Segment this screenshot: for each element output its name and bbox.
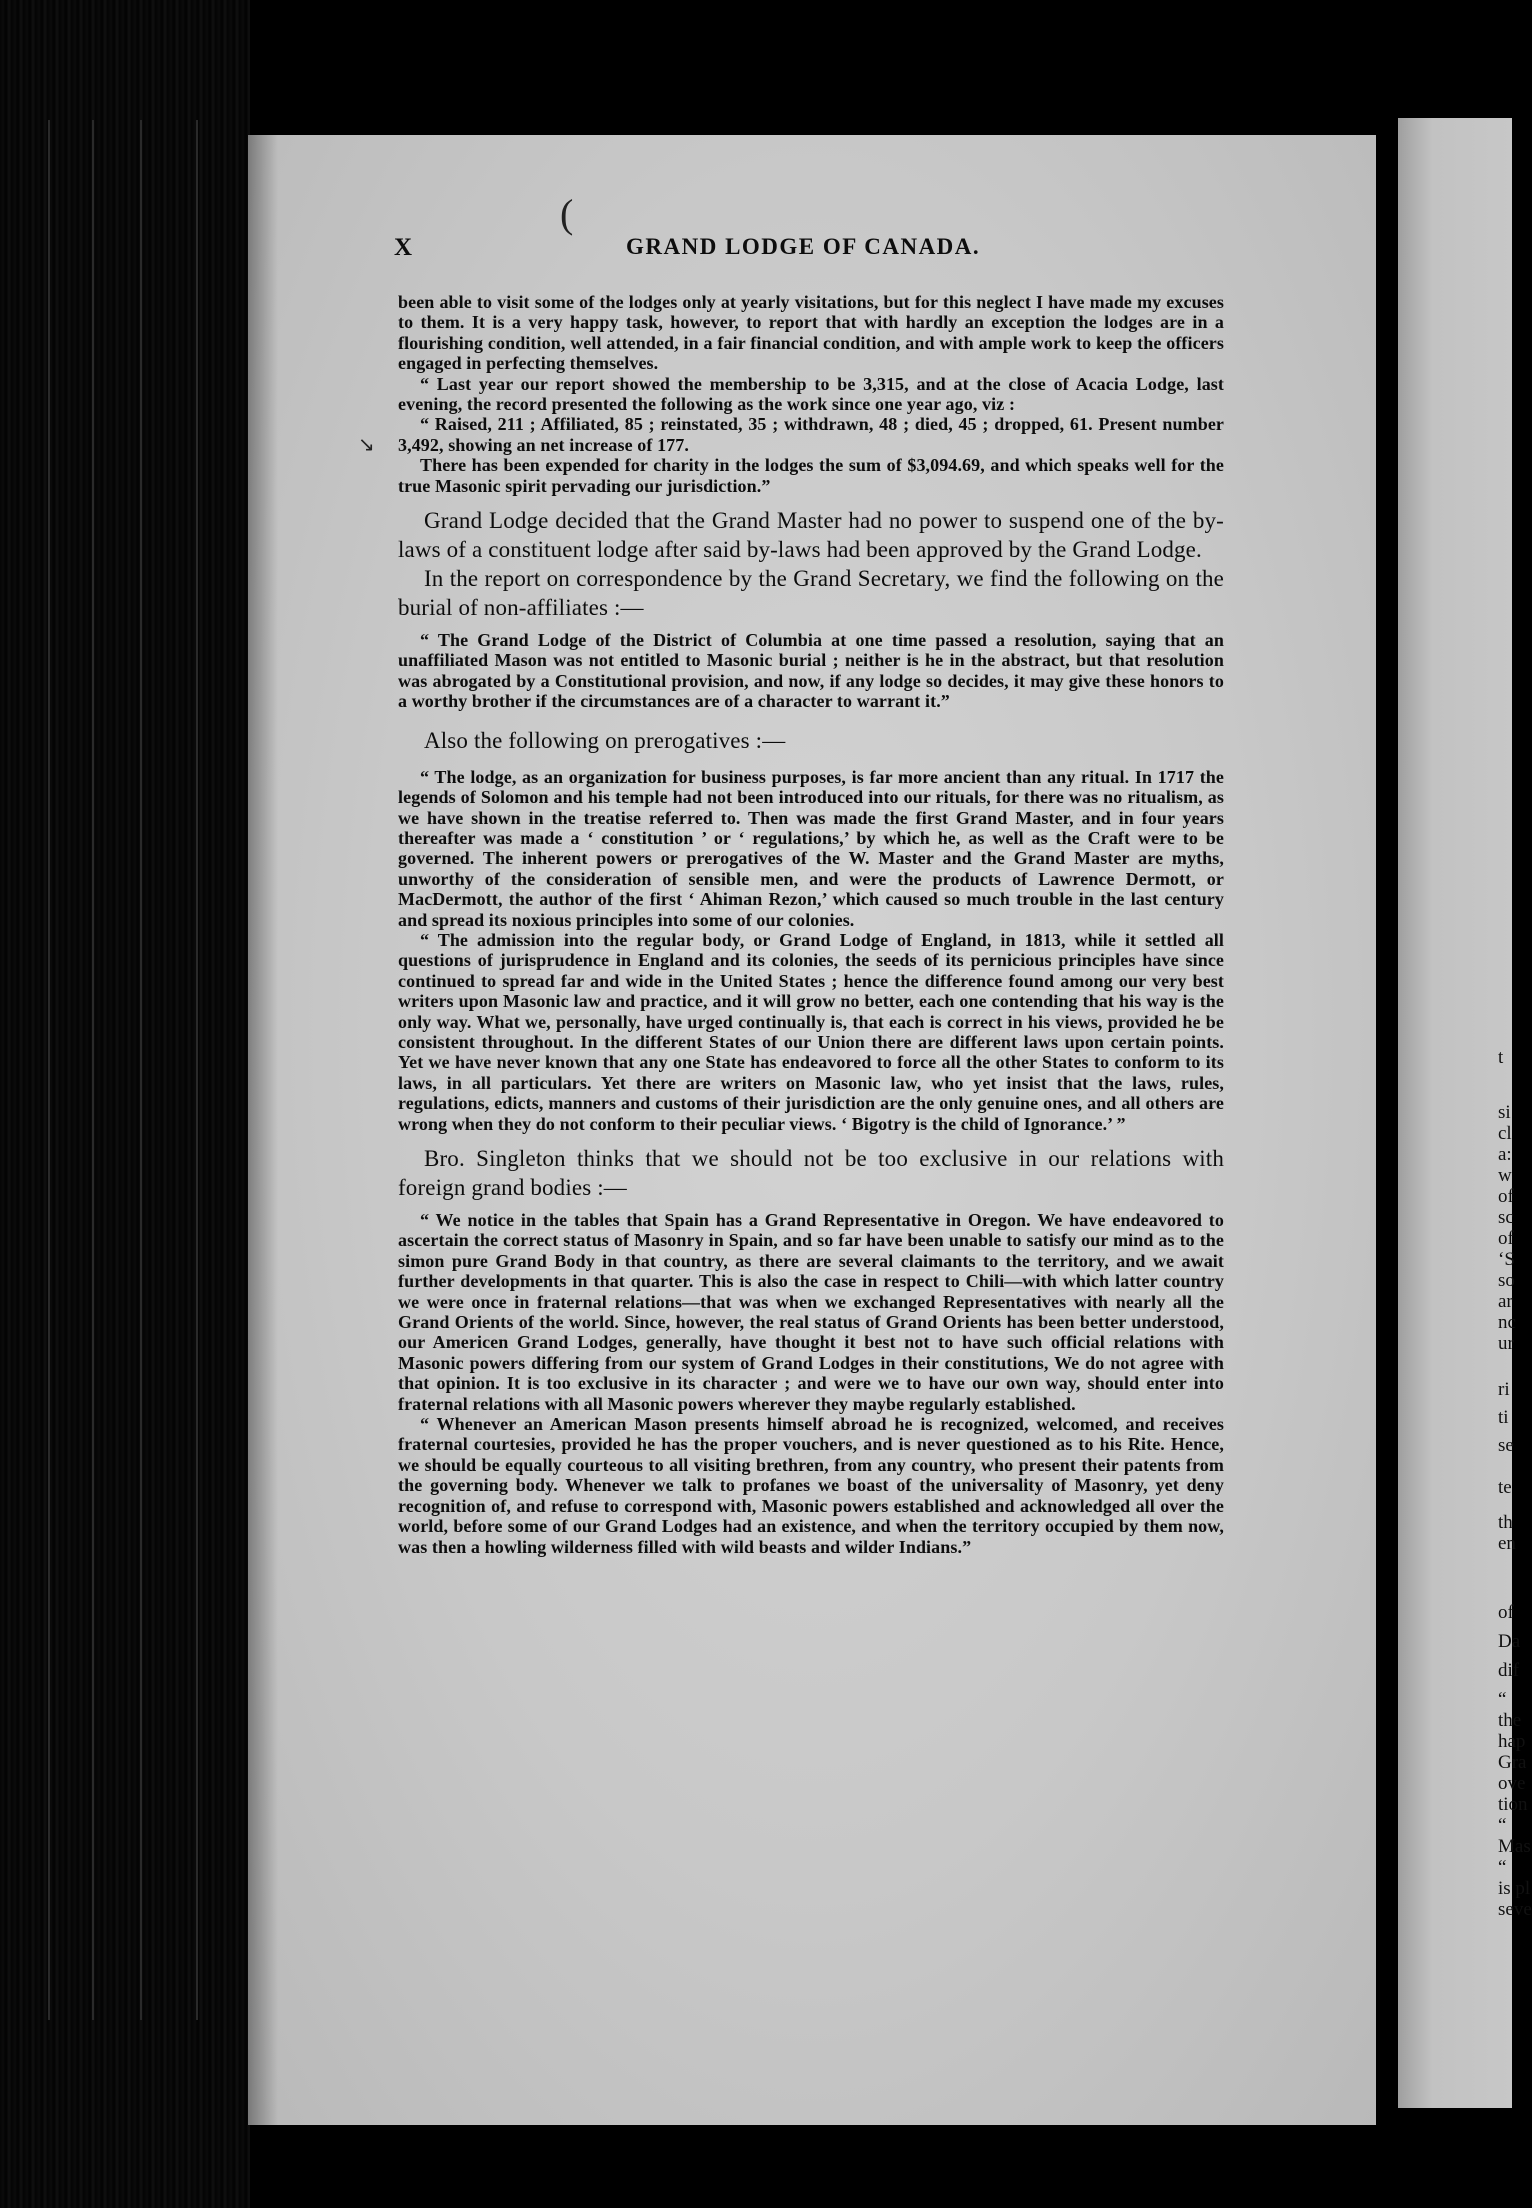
adjacent-fragment: a: (1498, 1144, 1512, 1165)
quote-block (398, 630, 1224, 712)
page-gutter-shadow (248, 135, 278, 2125)
adjacent-fragment: ‘S (1498, 1249, 1515, 1270)
film-streak (92, 120, 94, 2020)
adjacent-fragment: ove (1498, 1773, 1526, 1794)
adjacent-fragment: sc (1498, 1207, 1514, 1228)
adjacent-fragment: th (1498, 1512, 1513, 1533)
adjacent-fragment: Da (1498, 1631, 1521, 1652)
adjacent-fragment: cl (1498, 1123, 1512, 1144)
page-gap (1376, 0, 1398, 2208)
pencil-mark: ( (560, 191, 574, 236)
adjacent-fragment: hap (1498, 1731, 1526, 1752)
adjacent-fragment: seve (1498, 1899, 1532, 1920)
adjacent-fragment: w (1498, 1165, 1512, 1186)
paragraph: There has been expended for charity in the lodges the sum of $3,094.69, and which speaks well for the true Masonic spirit pervading our jurisdiction.” (398, 455, 1224, 496)
film-left-margin (0, 0, 250, 2208)
adjacent-fragment: te (1498, 1477, 1512, 1498)
paragraph: “ Raised, 211 ; Affiliated, 85 ; reinstated, 35 ; withdrawn, 48 ; died, 45 ; dropped, 61. Present number 3,492, showing an net increase of 177. (398, 414, 1224, 455)
paragraph: In the report on correspondence by the Grand Secretary, we find the following on the burial of non-affiliates :— (398, 566, 1224, 621)
adjacent-fragment: ti (1498, 1407, 1509, 1428)
adjacent-fragment: nc (1498, 1312, 1516, 1333)
adjacent-fragment: si (1498, 1102, 1511, 1123)
adjacent-fragment: ar (1498, 1291, 1513, 1312)
adjacent-fragment: se (1498, 1435, 1514, 1456)
film-streak (140, 120, 142, 2020)
running-head (394, 230, 1224, 270)
quote-block (398, 292, 1224, 496)
paragraph: Bro. Singleton thinks that we should not be too exclusive in our relations with foreign grand bodies :— (398, 1146, 1224, 1200)
running-title: GRAND LODGE OF CANADA. (626, 234, 981, 259)
adjacent-fragment: en (1498, 1533, 1516, 1554)
adjacent-fragment: t (1498, 1047, 1504, 1068)
adjacent-fragment: of (1498, 1602, 1514, 1623)
film-streak (196, 120, 198, 2020)
adjacent-fragment: Gra (1498, 1752, 1527, 1773)
adjacent-fragment: Mas (1498, 1836, 1531, 1857)
adjacent-fragment: so (1498, 1270, 1515, 1291)
adjacent-fragment: tion (1498, 1794, 1528, 1815)
paragraph: “ The lodge, as an organization for business purposes, is far more ancient than any ritual. In 1717 the legends of Solomon and his temple had not been introduced into our rituals, for there was no ritualism, as we have shown in the treatise referred to. Then was made the first Grand Master, and in four years thereafter was made a ‘ constitution ’ or ‘ regulations,’ by which he, as well as the Craft were to be governed. The inherent powers or prerogatives of the W. Master and the Grand Master are myths, unworthy of the consideration of sensible men, and were the products of Lawrence Dermott, or MacDermott, the author of the first ‘ Ahiman Rezon,’ which caused so much trouble in the last century and spread its noxious principles into some of our colonies. (398, 766, 1224, 930)
adjacent-fragment: of (1498, 1186, 1514, 1207)
quote-block (398, 1210, 1224, 1557)
paragraph: been able to visit some of the lodges only at yearly visitations, but for this neglect I have made my excuses to them. It is a very happy task, however, to report that with hardly an exception the lodges are in a flourishing condition, well attended, in a fair financial condition, and with ample work to keep the officers engaged in perfecting themselves. (398, 292, 1224, 374)
paragraph: “ The admission into the regular body, or Grand Lodge of England, in 1813, while it settled all questions of jurisprudence in England and its colonies, the seeds of its pernicious principles have since continued to spread far and wide in the United States ; hence the difference found among our very best writers upon Masonic law and practice, and it will grow no better, each one contending that his way is the only way. What we, personally, have urged continually is, that each is correct in his views, provided he be consistent throughout. In the different States of our Union there are different laws upon certain points. Yet we have never known that any one State has endeavored to force all the other States to conform to its laws, in all particulars. Yet there are writers on Masonic law, who yet insist that the laws, rules, regulations, edicts, manners and customs of their jurisdiction are the only genuine ones, and all others are wrong when they do not conform to their peculiar views. ‘ Bigotry is the child of Ignorance.’ ” (398, 929, 1224, 1134)
quote-block (398, 767, 1224, 1134)
adjacent-fragment: of (1498, 1228, 1514, 1249)
film-streak (48, 120, 50, 2020)
paragraph: “ We notice in the tables that Spain has a Grand Representative in Oregon. We have endeavored to ascertain the correct status of Masonry in Spain, and so far have been unable to satisfy our mind as to the simon pure Grand Body in that country, as there are several claimants to the territory, and we await further developments in that quarter. This is also the case in respect to Chili—with which latter country we were once in fraternal relations—that was when we exchanged Representatives with nearly all the Grand Orients of the world. Since, however, the real status of Grand Orients has been better understood, our Americen Grand Lodges, generally, have thought it best not to have such official relations with Masonic powers differing from our system of Grand Lodges in their constitutions, We do not agree with that opinion. It is too exclusive in its character ; and were we to have our own way, should enter into fraternal relations with all Masonic powers wherever they maybe regularly established. (398, 1210, 1224, 1414)
adjacent-fragment: the (1498, 1710, 1522, 1731)
page-number: X (394, 234, 414, 261)
paragraph: “ Last year our report showed the membership to be 3,315, and at the close of Acacia Lodge, last evening, the record presented the following as the work since one year ago, viz : (398, 373, 1224, 415)
adjacent-fragment: “ (1498, 1815, 1507, 1836)
adjacent-fragment: is pl (1498, 1878, 1531, 1899)
body-text-block (398, 726, 1224, 755)
adjacent-fragment: “ (1498, 1689, 1507, 1710)
paragraph: “ Whenever an American Mason presents himself abroad he is recognized, welcomed, and receives fraternal courtesies, provided he has the proper vouchers, and is never questioned as to his Rite. Hence, we should be equally courteous to all visiting brethren, from any country, who present their patents from the governing body. Whenever we talk to profanes we boast of the universality of Masonry, yet deny recognition of, and refuse to correspond with, Masonic powers established and acknowledged all over the world, before some of our Grand Lodges had an existence, and when the territory occupied by them now, was then a howling wilderness filled with wild beasts and wilder Indians.” (398, 1414, 1224, 1557)
adjacent-fragment: “ (1498, 1857, 1507, 1878)
page-content (394, 230, 1224, 1557)
adjacent-fragment: ur (1498, 1333, 1514, 1354)
adjacent-fragment: ri (1498, 1379, 1510, 1400)
stray-mark: ↘ (358, 434, 375, 456)
paragraph: Grand Lodge decided that the Grand Master had no power to suspend one of the by-laws of a constituent lodge after said by-laws had been approved by the Grand Lodge. (398, 508, 1224, 563)
adjacent-fragment: dif (1498, 1660, 1520, 1681)
body-text-block (398, 1144, 1224, 1202)
body-text-block (398, 506, 1224, 622)
adjacent-page (1398, 118, 1532, 2108)
paragraph: “ The Grand Lodge of the District of Columbia at one time passed a resolution, saying that an unaffiliated Mason was not entitled to Masonic burial ; neither is he in the abstract, but that resolution was abrogated by a Constitutional provision, and now, if any lodge so decides, it may give these honors to a worthy brother if the circumstances are of a character to warrant it.” (398, 630, 1224, 712)
paragraph: Also the following on prerogatives :— (424, 727, 786, 753)
